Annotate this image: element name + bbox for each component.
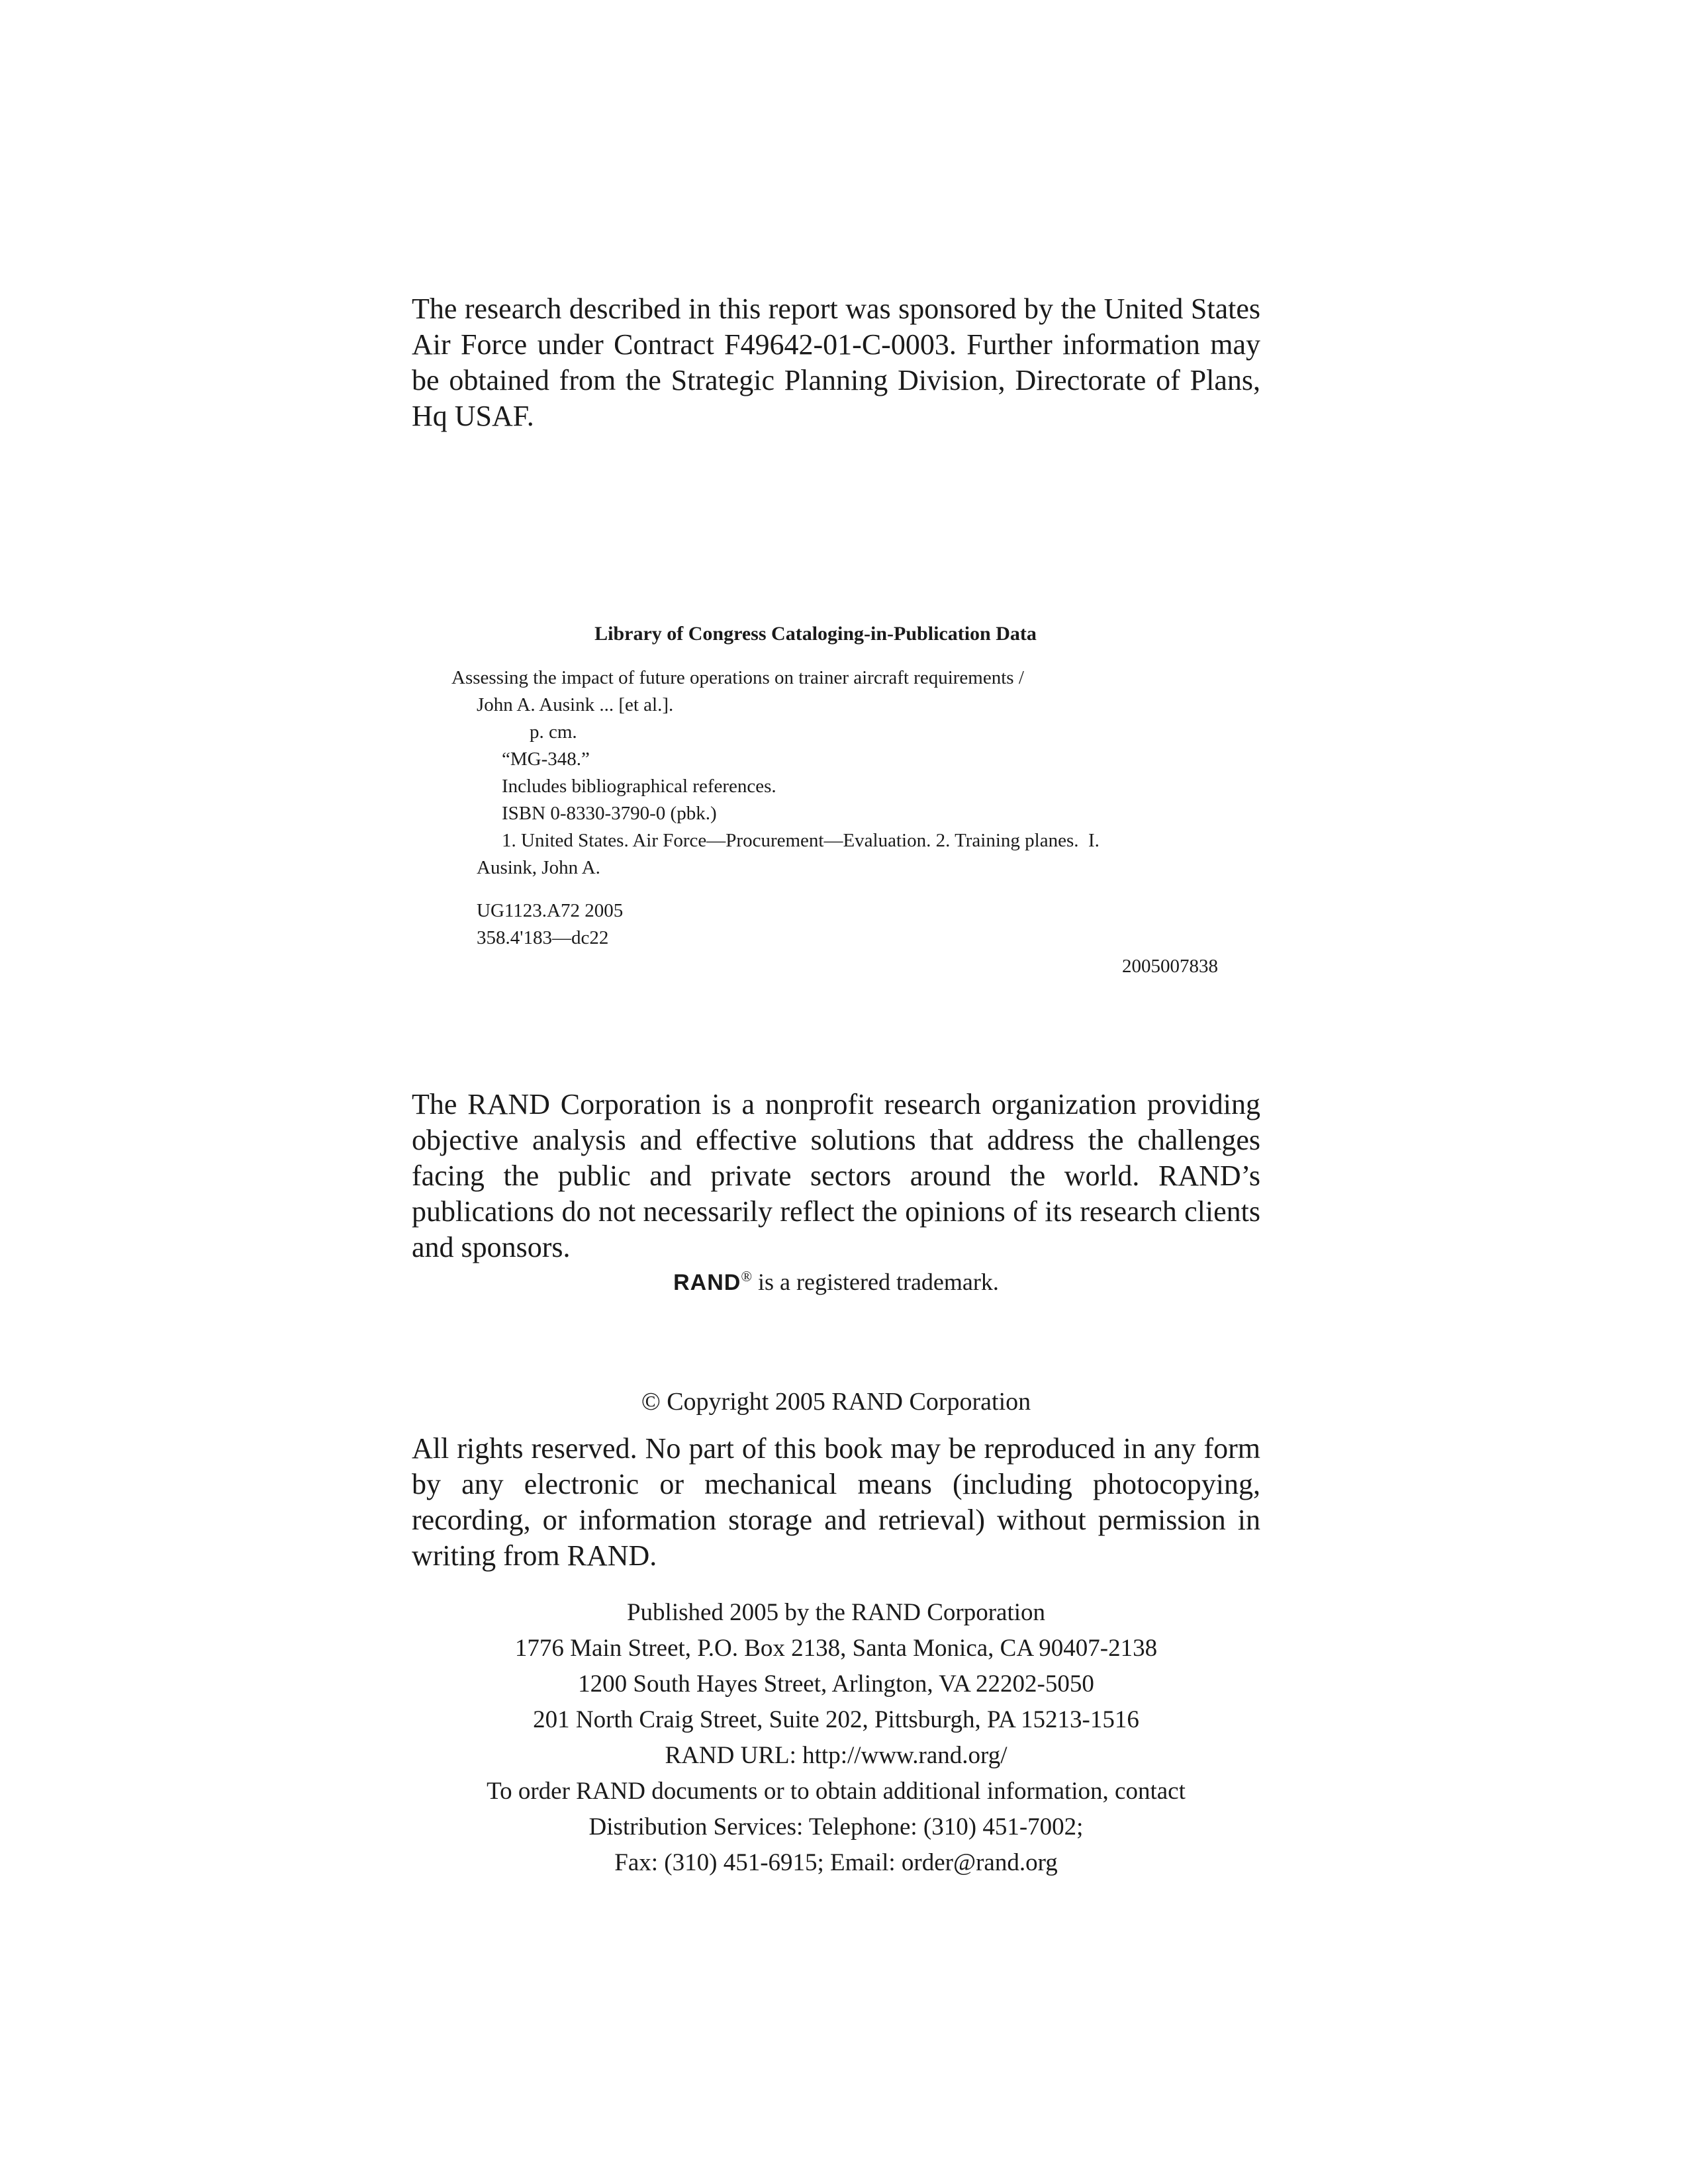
cip-heading: Library of Congress Cataloging-in-Publication Data	[594, 623, 1037, 645]
cip-dewey: 358.4'183—dc22	[477, 927, 609, 948]
address-arlington: 1200 South Hayes Street, Arlington, VA 22202-5050	[578, 1670, 1094, 1698]
address-pittsburgh: 201 North Craig Street, Suite 202, Pittsburgh, PA 15213-1516	[533, 1706, 1139, 1733]
registered-symbol: ®	[741, 1268, 753, 1285]
sponsor-paragraph: The research described in this report was sponsored by the United States Air Force under Contract F49642-01-C-0003. Further information may be obtained from the Strategic Planning Division, Directorate of Plans, Hq USAF.	[412, 293, 1260, 432]
cip-notes: Includes bibliographical references.	[502, 776, 776, 797]
cip-lc-class: UG1123.A72 2005	[477, 900, 624, 921]
rand-logo: RAND	[673, 1270, 741, 1295]
cip-title-line: Assessing the impact of future operations on trainer aircraft requirements /	[451, 667, 1024, 688]
address-santa-monica: 1776 Main Street, P.O. Box 2138, Santa Monica, CA 90407-2138	[514, 1635, 1158, 1662]
copyright-line: © Copyright 2005 RAND Corporation	[641, 1388, 1031, 1416]
cip-data-block	[451, 620, 1246, 980]
cip-author-line: John A. Ausink ... [et al.].	[477, 694, 674, 715]
publisher-line: Published 2005 by the RAND Corporation	[626, 1599, 1046, 1626]
publisher-info	[412, 1595, 1260, 1881]
cip-isbn: ISBN 0-8330-3790-0 (pbk.)	[502, 803, 717, 824]
distribution-phone: Distribution Services: Telephone: (310) 451-7002;	[588, 1813, 1084, 1841]
rand-url: RAND URL: http://www.rand.org/	[665, 1742, 1008, 1769]
fax-email: Fax: (310) 451-6915; Email: order@rand.org	[614, 1849, 1058, 1876]
trademark-text: is a registered trademark.	[752, 1269, 999, 1295]
about-rand-paragraph: The RAND Corporation is a nonprofit research organization providing objective analysis and effective solutions that address the challenges facing the public and private sectors around the world. RAND’s publications do not necessarily reflect the opinions of its research clients and sponsors.	[412, 1088, 1260, 1263]
order-info: To order RAND documents or to obtain additional information, contact	[487, 1778, 1186, 1805]
cip-subjects-line-2: Ausink, John A.	[477, 857, 600, 878]
trademark-line	[412, 1265, 1260, 1299]
cip-subjects-line-1: 1. United States. Air Force—Procurement—Evaluation. 2. Training planes. I.	[502, 830, 1100, 851]
rights-paragraph: All rights reserved. No part of this book may be reproduced in any form by any electronic or mechanical means (including photocopying, recording, or information storage and retrieval) without permission in writing from RAND.	[412, 1432, 1260, 1572]
cip-lccn: 2005007838	[1122, 956, 1218, 977]
cip-series: “MG-348.”	[502, 749, 590, 770]
cip-pagination: p. cm.	[530, 721, 577, 743]
